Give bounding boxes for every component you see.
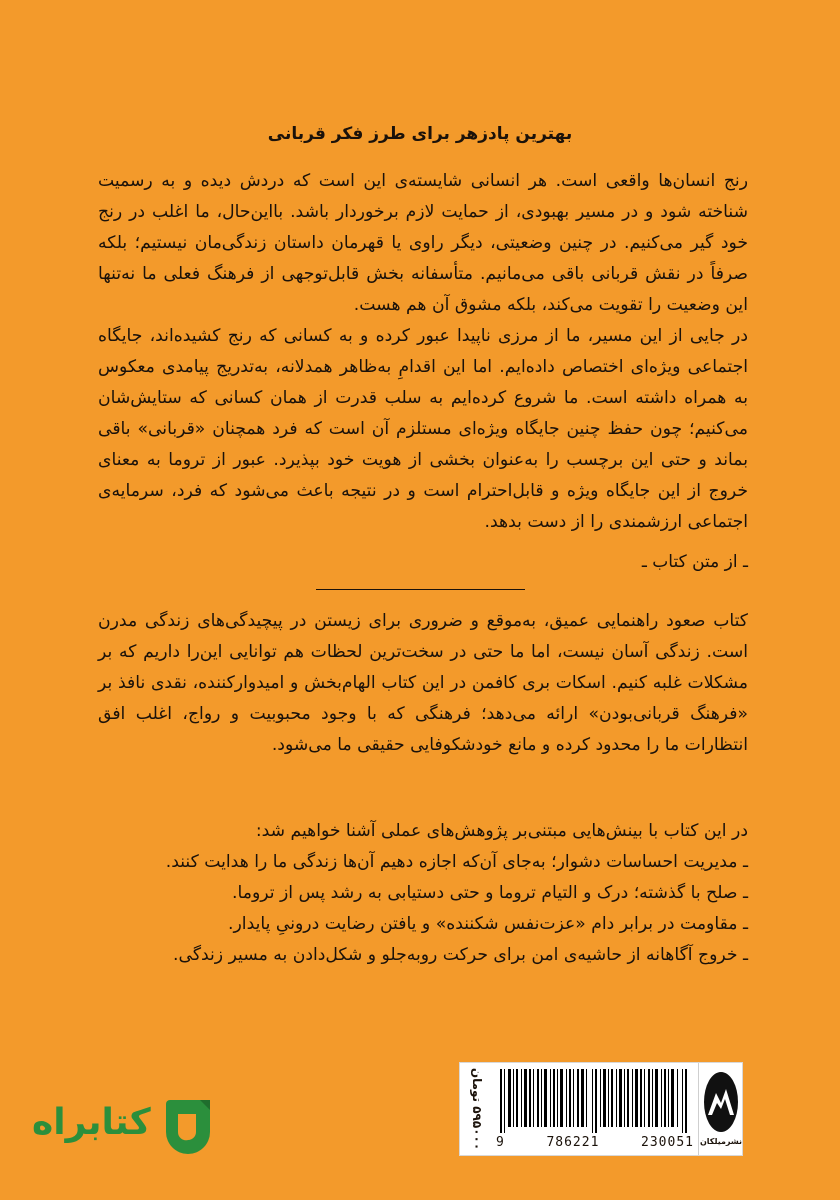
price-label: ۵۹۵۰۰۰ تومان	[470, 1067, 484, 1151]
insights-list	[98, 816, 748, 971]
isbn-group-1: 786221	[546, 1135, 600, 1150]
isbn-group-2: 230051	[641, 1135, 694, 1150]
section-divider	[316, 589, 525, 590]
isbn-number	[496, 1135, 694, 1150]
publisher-logo	[698, 1063, 743, 1155]
isbn-prefix: 9	[496, 1135, 505, 1150]
ketabrah-logo-icon	[160, 1096, 216, 1158]
mountain-icon	[703, 1069, 739, 1135]
book-description	[98, 606, 748, 761]
book-excerpt	[98, 166, 748, 538]
excerpt-source: ـ از متن کتاب ـ	[641, 552, 748, 572]
excerpt-paragraph: در جایی از این مسیر، ما از مرزی ناپیدا عبور کرده و به کسانی که رنج کشیده‌اند، جایگاه اجتماعی ویژه‌ای اختصاص داده‌ایم. اما این اقدامِ به‌ظاهر همدلانه، به‌تدریج پیامدی معکوس به همراه داشته است. ما شروع کرده‌ایم به سلب قدرت از همان کسانی که ستایش‌شان می‌کنیم؛ چون حفظ چنین جایگاه ویژه‌ای مستلزم آن است که فرد همچنان «قربانی» باقی بماند و حتی این برچسب را به‌عنوان بخشی از هویت خود بپذیرد. عبور از تروما به معنای خروج از این جایگاه ویژه و قابل‌احترام است و در نتیجه باعث می‌شود که فرد، سرمایه‌ی اجتماعی ارزشمندی را از دست بدهد.	[98, 326, 748, 532]
insight-item: ـ مقاومت در برابر دام «عزت‌نفس شکننده» و یافتن رضایت درونیِ پایدار.	[228, 914, 748, 934]
insights-intro: در این کتاب با بینش‌هایی مبتنی‌بر پژوهش‌های عملی آشنا خواهیم شد:	[255, 821, 748, 841]
insight-item: ـ مدیریت احساسات دشوار؛ به‌جای آن‌که اجازه دهیم آن‌ها زندگی ما را هدایت کنند.	[165, 852, 748, 872]
watermark-text: کتابراه	[32, 1102, 151, 1143]
description-paragraph: کتاب صعود راهنمایی عمیق، به‌موقع و ضروری برای زیستن در پیچیدگی‌های زندگی مدرن است. زندگی آسان نیست، اما ما حتی در سخت‌ترین لحظات هم توانایی این‌را داریم که بر مشکلات غلبه کنیم. اسکات بری کافمن در این کتاب الهام‌بخش و امیدوارکننده، نقدی نافذ بر «فرهنگ قربانی‌بودن» ارائه می‌دهد؛ فرهنگی که با وجود محبوبیت و رواج، اغلب افق انتظارات ما را محدود کرده و مانع خودشکوفایی حقیقی ما می‌شود.	[98, 611, 748, 755]
barcode-panel	[459, 1062, 743, 1156]
insight-item: ـ صلح با گذشته؛ درک و التیام تروما و حتی دستیابی به رشد پس از تروما.	[232, 883, 748, 903]
insight-item: ـ خروج آگاهانه از حاشیه‌ی امن برای حرکت روبه‌جلو و شکل‌دادن به مسیر زندگی.	[173, 945, 748, 965]
barcode-image	[500, 1069, 690, 1133]
publisher-name: نشرمیلکان	[699, 1137, 743, 1146]
cover-heading: بهترین پادزهر برای طرز فکر قربانی	[267, 124, 573, 144]
ketabrah-watermark	[32, 1096, 217, 1158]
excerpt-paragraph: رنج انسان‌ها واقعی است. هر انسانی شایسته‌ی این است که دردش دیده و به رسمیت شناخته شود و در مسیر بهبودی، از حمایت لازم برخوردار باشد. بااین‌حال، ما اغلب در رنج خود گیر می‌کنیم. در چنین وضعیتی، دیگر راوی یا قهرمان داستان زندگی‌مان نیستیم؛ بلکه صرفاً در نقش قربانی باقی می‌مانیم. متأسفانه بخش قابل‌توجهی از فرهنگ فعلی ما نه‌تنها این وضعیت را تقویت می‌کند، بلکه مشوق آن هم هست.	[98, 171, 748, 315]
